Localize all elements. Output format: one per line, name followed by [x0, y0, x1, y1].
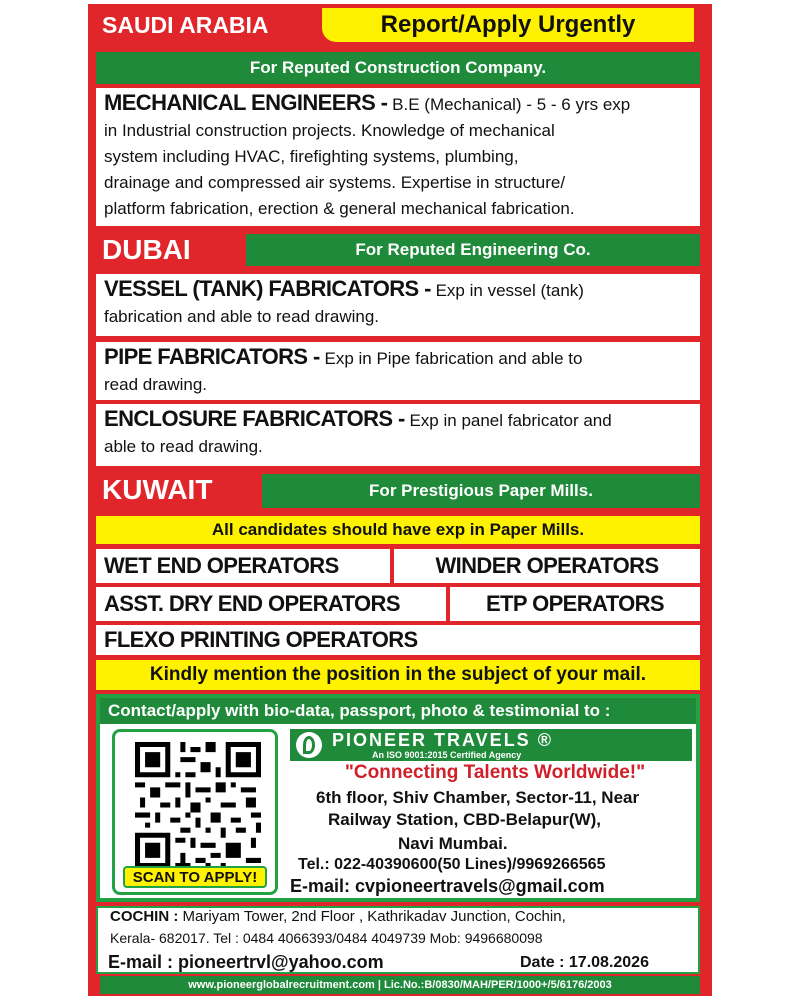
job-line: system including HVAC, firefighting systems, plumbing,	[104, 147, 519, 166]
address-line: 6th floor, Shiv Chamber, Sector-11, Near	[316, 788, 640, 807]
operator-etp	[450, 587, 700, 621]
operator-label: FLEXO PRINTING OPERATORS	[104, 627, 418, 652]
scan-to-apply-label: SCAN TO APPLY!	[123, 866, 267, 888]
operator-winder	[394, 549, 700, 583]
job-title: ENCLOSURE FABRICATORS -	[104, 406, 405, 431]
job-line: drainage and compressed air systems. Expertise in structure/	[104, 173, 566, 192]
agency-cert: An ISO 9001:2015 Certified Agency	[372, 749, 522, 760]
operator-wet-end	[96, 549, 390, 583]
enclosure-fabricators-listing	[96, 404, 700, 466]
job-title: MECHANICAL ENGINEERS -	[104, 90, 388, 115]
operator-label: ASST. DRY END OPERATORS	[104, 591, 400, 616]
vessel-fabricators-listing	[96, 274, 700, 336]
address-line: Navi Mumbai.	[398, 834, 508, 853]
mechanical-engineers-listing	[96, 88, 700, 226]
cochin-line1	[110, 908, 566, 925]
qr-pattern	[135, 742, 261, 868]
operator-label: ETP OPERATORS	[485, 591, 665, 616]
qr-code[interactable]	[112, 729, 278, 895]
website-footer[interactable]	[100, 976, 700, 994]
operator-label: WET END OPERATORS	[104, 553, 339, 578]
job-line: read drawing.	[104, 375, 208, 394]
agency-logo	[290, 729, 692, 761]
dubai-company-text: For Reputed Engineering Co.	[355, 240, 591, 259]
job-line: fabrication and able to read drawing.	[104, 307, 380, 326]
job-line: Exp in vessel (tank)	[435, 281, 584, 300]
cochin-label: COCHIN :	[110, 908, 179, 925]
cochin-address: Mariyam Tower, 2nd Floor , Kathrikadav Junction, Cochin,	[182, 908, 566, 925]
country-label: DUBAI	[102, 234, 191, 265]
requirement-text: All candidates should have exp in Paper Mills.	[211, 520, 585, 539]
pipe-fabricators-listing	[96, 342, 700, 400]
mention-position-banner	[96, 660, 700, 690]
contact-heading-text: Contact/apply with bio-data, passport, photo & testimonial to :	[108, 701, 611, 720]
country-kuwait	[96, 472, 256, 508]
apply-urgently-text: Report/Apply Urgently	[380, 11, 636, 38]
country-label: SAUDI ARABIA	[102, 11, 269, 38]
apply-urgently-banner	[322, 8, 694, 42]
job-line: Exp in Pipe fabrication and able to	[324, 349, 583, 368]
cochin-email[interactable]: E-mail : pioneertrvl@yahoo.com	[108, 952, 384, 972]
job-line: platform fabrication, erection & general mechanical fabrication.	[104, 199, 575, 218]
footer-text: www.pioneerglobalrecruitment.com | Lic.No.:B/0830/MAH/PER/1000+/5/6176/2003	[188, 979, 612, 991]
tagline: "Connecting Talents Worldwide!"	[344, 762, 646, 783]
mention-text: Kindly mention the position in the subject of your mail.	[149, 664, 647, 685]
paper-mills-requirement	[96, 516, 700, 544]
job-title: PIPE FABRICATORS -	[104, 344, 320, 369]
job-line: Exp in panel fabricator and	[409, 411, 612, 430]
country-dubai	[96, 232, 242, 268]
cochin-line2: Kerala- 682017. Tel : 0484 4066393/0484 4049739 Mob: 9496680098	[110, 930, 543, 946]
email-link[interactable]: E-mail: cvpioneertravels@gmail.com	[290, 876, 605, 896]
agency-name: PIONEER TRAVELS ®	[332, 729, 553, 750]
telephone: Tel.: 022-40390600(50 Lines)/9969266565	[298, 856, 606, 873]
operator-asst-dry-end	[96, 587, 446, 621]
operator-label: WINDER OPERATORS	[435, 553, 659, 578]
date: Date : 17.08.2026	[520, 954, 649, 971]
operator-flexo-printing	[96, 625, 700, 655]
contact-heading	[100, 698, 696, 724]
saudi-company-banner	[96, 52, 700, 84]
job-title: VESSEL (TANK) FABRICATORS -	[104, 276, 431, 301]
country-saudi-arabia	[96, 8, 316, 42]
dubai-company-banner	[246, 234, 700, 266]
job-line: in Industrial construction projects. Knowledge of mechanical	[104, 121, 555, 140]
address-line: Railway Station, CBD-Belapur(W),	[328, 810, 601, 829]
country-label: KUWAIT	[102, 474, 213, 505]
agency-emblem-icon	[296, 732, 322, 758]
kuwait-company-banner	[262, 474, 700, 508]
kuwait-company-text: For Prestigious Paper Mills.	[369, 481, 593, 500]
job-line: B.E (Mechanical) - 5 - 6 yrs exp	[392, 95, 631, 114]
job-line: able to read drawing.	[104, 437, 263, 456]
saudi-company-text: For Reputed Construction Company.	[249, 58, 547, 77]
